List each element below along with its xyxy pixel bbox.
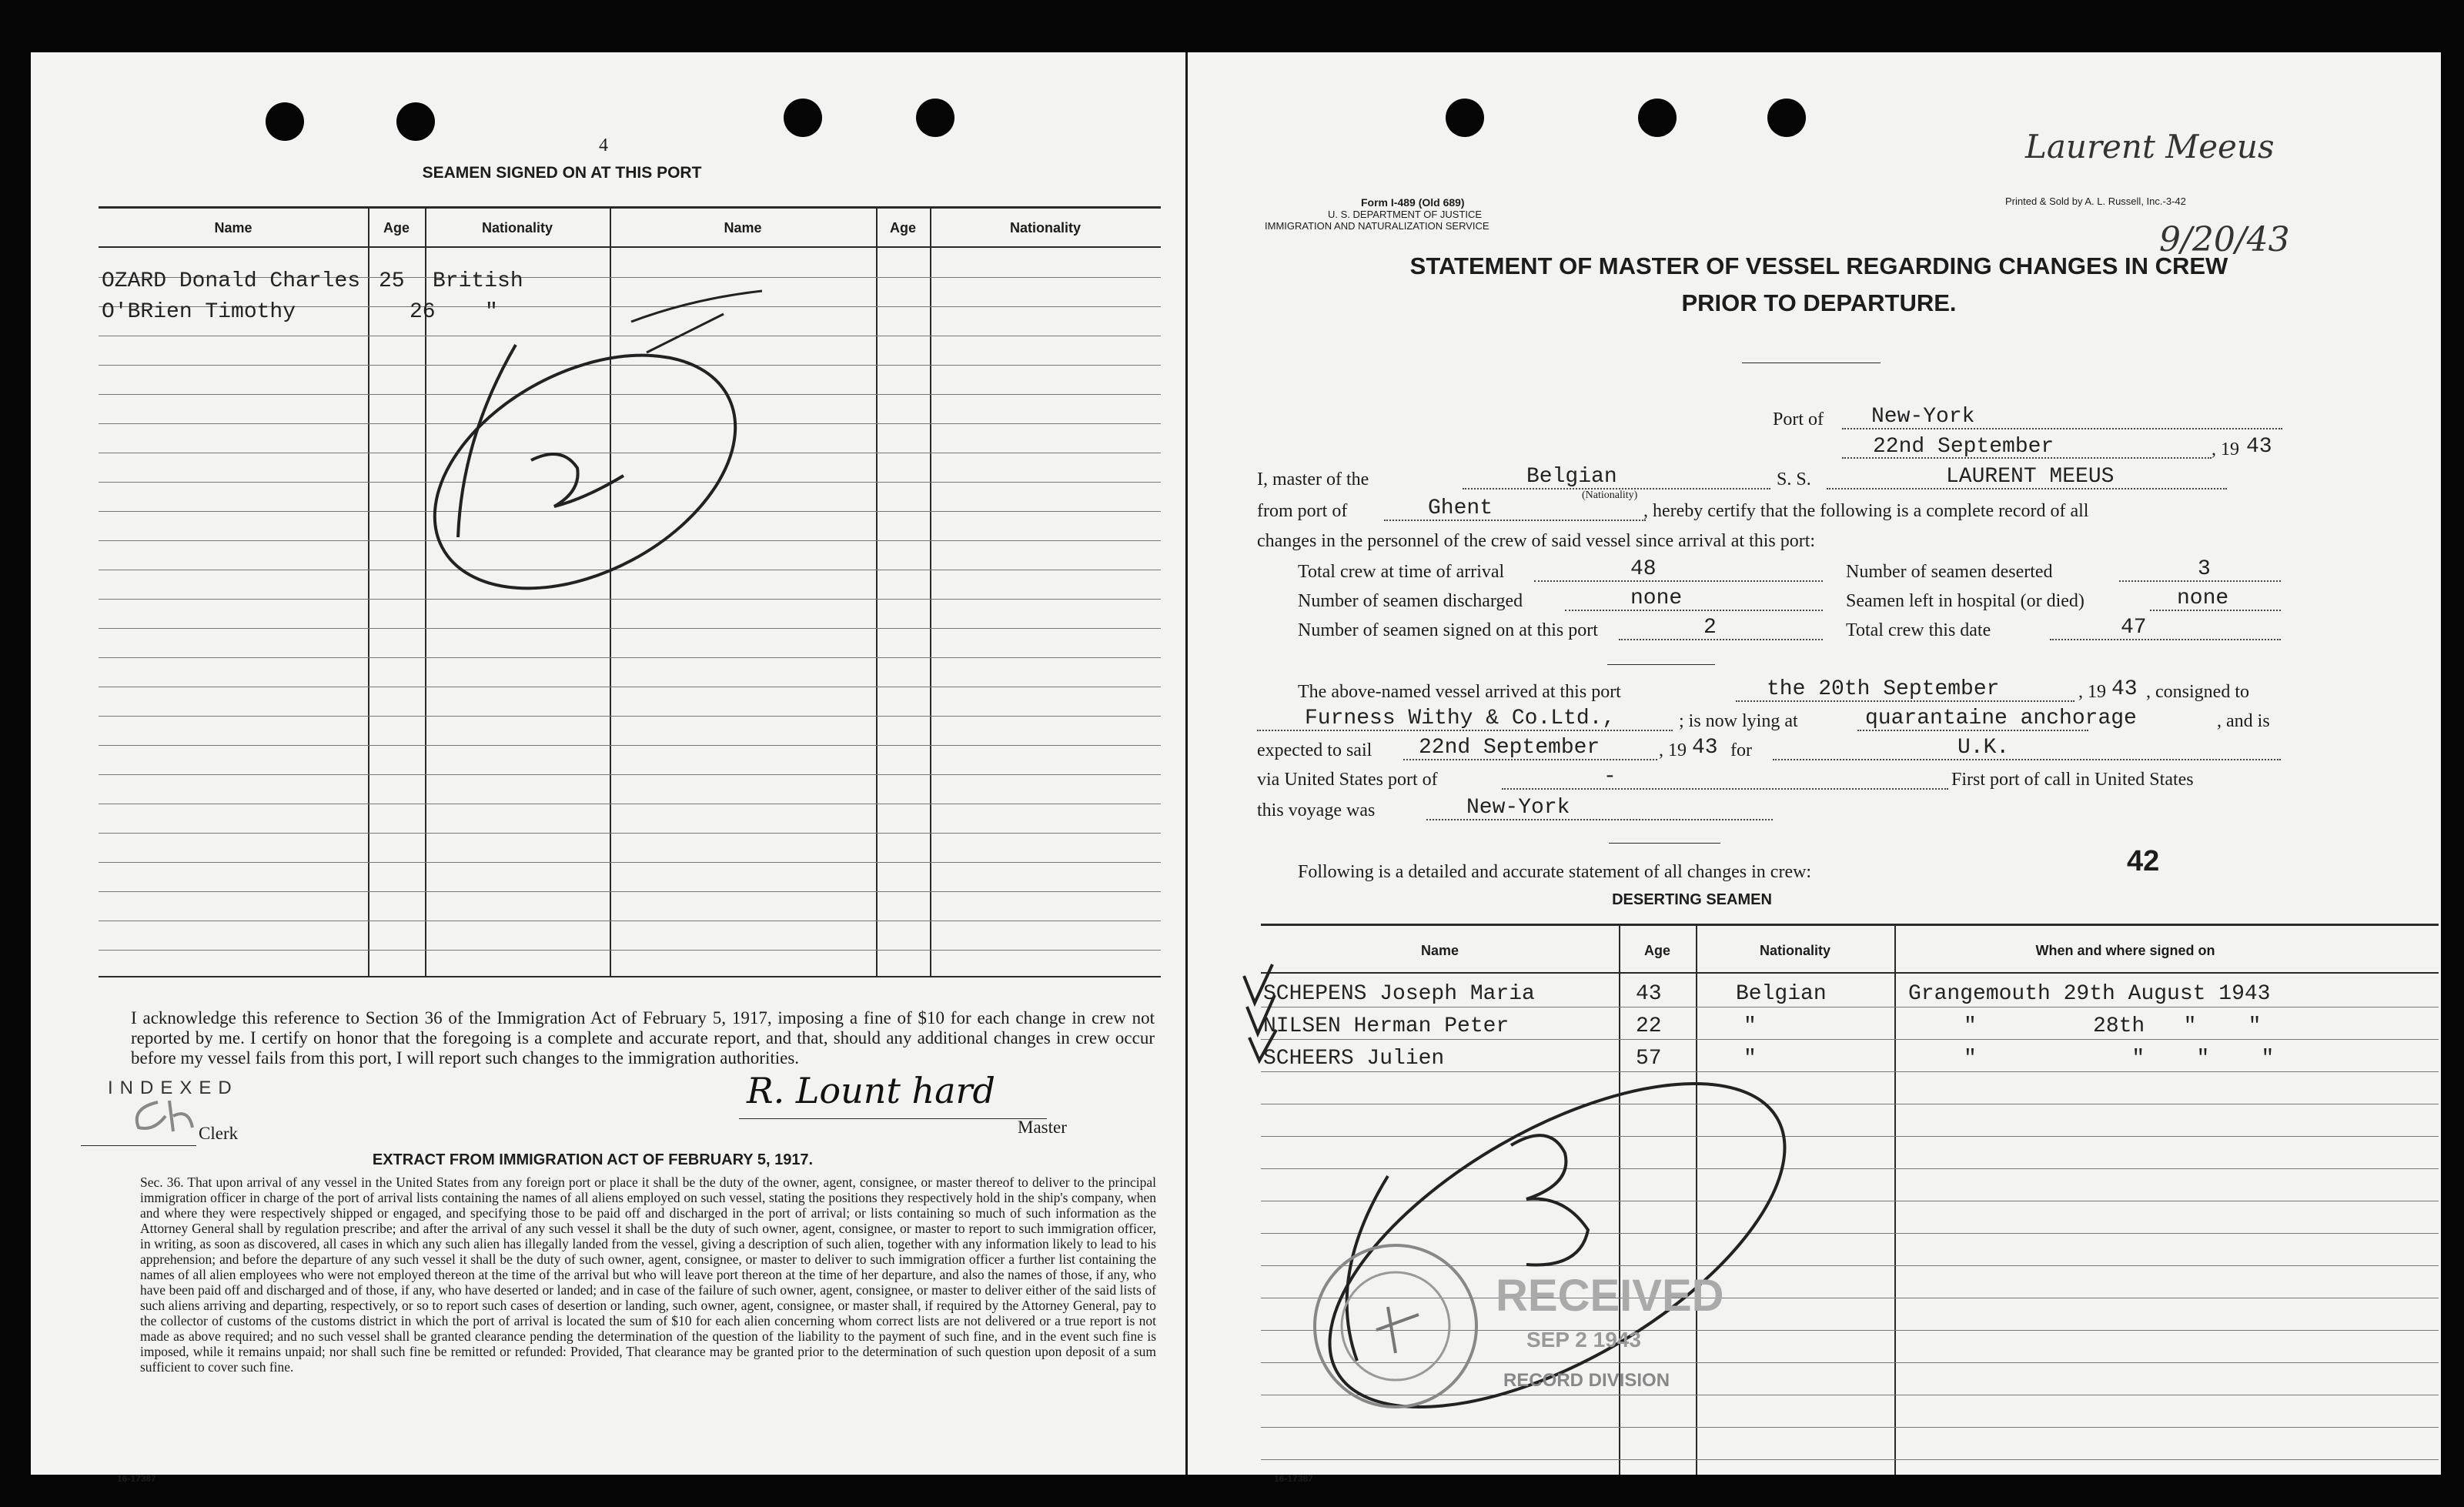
hospital-label: Seamen left in hospital (or died) <box>1846 591 2085 611</box>
certify-text: , hereby certify that the following is a complete record of all <box>1643 501 2089 521</box>
nationality-caption: (Nationality) <box>1582 490 1638 501</box>
table-rule <box>99 833 1161 834</box>
form-number: Form I-489 (Old 689) <box>1361 196 1465 209</box>
received-seal-stamp <box>1303 1238 1488 1415</box>
deserting-col-name: Name <box>1420 943 1459 958</box>
discharged-count: none <box>1630 586 1683 610</box>
punch-hole <box>916 99 955 137</box>
table-rule <box>99 657 1161 658</box>
changes-count: 42 <box>2127 845 2160 877</box>
signed-on-label: Number of seamen signed on at this port <box>1298 620 1598 640</box>
deserter-name-3: SCHEERS Julien <box>1263 1047 1445 1071</box>
statement-year-prefix: , 19 <box>2212 439 2239 459</box>
ss-label: S. S. <box>1777 469 1811 490</box>
col-header-age-2: Age <box>889 220 916 236</box>
deserter-nationality-1: Belgian <box>1736 982 1827 1006</box>
clerk-initials-mark <box>127 1093 196 1139</box>
deserter-age-3: 57 <box>1636 1047 1662 1071</box>
for-label: for <box>1730 740 1752 760</box>
port-value: New-York <box>1871 405 1975 429</box>
punch-hole <box>396 102 435 141</box>
total-crew-date: 47 <box>2121 616 2147 640</box>
master-signature: R. Lount hard <box>747 1070 995 1111</box>
lying-label: ; is now lying at <box>1679 711 1798 731</box>
deserted-label: Number of seamen deserted <box>1846 562 2053 582</box>
signed-on-age-2: 26 <box>410 300 436 324</box>
signed-on-name-1: OZARD Donald Charles <box>102 269 361 293</box>
destination: U.K. <box>1957 736 2010 760</box>
arrived-year-prefix: , 19 <box>2078 682 2106 702</box>
extract-text: Sec. 36. That upon arrival of any vessel in the United States from any foreign port or place it shall be the duty of the owner, agent, consignee, or master thereof to deliver to the principal immigration officer in charge of the port of arrival lists containing the names of all aliens employed on such vessel, stating the positions they respectively hold in the ship's company, when and where they were respectively shipped or engaged, and specifying those to be paid off and discharged in the port of arrival; or lists containing so much of such information as the Attorney General shall by regulation prescribe; and after the arrival of any such vessel it shall be the duty of such owner, agent, consignee, or master to report to such immigration officer, in writing, as soon as discovered, all cases in which any such alien has illegally landed from the vessel, giving a description of such alien, together with any information likely to lead to his apprehension; and before the departure of any such vessel it shall be the duty of such owner, agent, consignee, or master to deliver to such immigration officer a further list containing the names of all alien employees who were not employed thereon at the time of the arrival but who will leave port thereon at the time of her departure, and also the names of those, if any, who have been paid off and discharged and of those, if any, who have deserted or landed; and in case of the failure of such owner, agent, consignee, or master to deliver either of the said lists of such aliens arriving and departing, respectively, or so to report such cases of desertion or landing, such owner, agent, consignee, or master shall, if required by the Attorney General, pay to the collector of customs of the customs district in which the port of arrival is located the sum of $10 for each alien concerning whom correct lists are not delivered or a true report is not made as above required; and no such vessel shall be granted clearance pending the determination of the question of the liability to the payment of such fine, and in the event such fine is imposed, while it remains unpaid; nor shall such fine be remitted or refunded: Provided, That clearance may be granted prior to the determination of such question upon deposit of a sum sufficient to cover such fine. <box>140 1175 1156 1375</box>
table-rule <box>99 716 1161 717</box>
expected-label: expected to sail <box>1257 740 1372 760</box>
clerk-label: Clerk <box>199 1124 239 1143</box>
signed-on-count: 2 <box>1703 616 1717 640</box>
table-rule <box>99 862 1161 863</box>
deserter-signed-1: Grangemouth 29th August 1943 <box>1908 982 2271 1006</box>
deserter-nationality-2: " <box>1744 1014 1757 1038</box>
col-header-name-1: Name <box>214 220 252 236</box>
master-label: Master <box>1018 1118 1067 1137</box>
arrived-date: the 20th September <box>1767 677 2000 701</box>
sail-year-prefix: , 19 <box>1659 740 1687 760</box>
table-rule <box>99 599 1161 600</box>
following-label: Following is a detailed and accurate statement of all changes in crew: <box>1298 862 1812 882</box>
deserted-count: 3 <box>2198 557 2211 581</box>
department: U. S. DEPARTMENT OF JUSTICE <box>1328 209 1483 220</box>
left-page-title: SEAMEN SIGNED ON AT THIS PORT <box>422 164 702 182</box>
left-page <box>31 52 1185 1484</box>
deserter-signed-3: " " " " <box>1964 1047 2275 1071</box>
voyage-label: this voyage was <box>1257 800 1376 820</box>
handwritten-vessel-name: Laurent Meeus <box>2025 128 2275 165</box>
table-rule <box>1261 1039 2439 1040</box>
deserter-name-2: NILSEN Herman Peter <box>1263 1014 1509 1038</box>
master-of-the-label: I, master of the <box>1257 469 1369 490</box>
deserter-signed-2: " 28th " " <box>1964 1014 2262 1038</box>
form-title-line-1: STATEMENT OF MASTER OF VESSEL REGARDING CHANGES IN CREW <box>1409 252 2228 279</box>
deserting-col-age: Age <box>1643 943 1670 958</box>
col-header-age-1: Age <box>383 220 410 236</box>
table-rule <box>99 891 1161 892</box>
col-header-nationality-1: Nationality <box>481 220 553 236</box>
deserting-col-signed: When and where signed on <box>2035 943 2215 958</box>
deserting-col-nationality: Nationality <box>1759 943 1830 958</box>
port-label: Port of <box>1773 409 1824 429</box>
indexed-stamp: INDEXED <box>108 1078 239 1098</box>
total-crew-arrival: 48 <box>1630 557 1657 581</box>
punch-hole <box>1767 99 1806 137</box>
total-crew-arrival-label: Total crew at time of arrival <box>1298 562 1505 582</box>
and-is-label: , and is <box>2217 711 2270 731</box>
form-title-line-2: PRIOR TO DEPARTURE. <box>1681 289 1957 316</box>
col-header-nationality-2: Nationality <box>1009 220 1081 236</box>
punch-hole <box>1446 99 1484 137</box>
left-form-code: 16-17387 <box>117 1473 156 1484</box>
statement-year: 43 <box>2246 435 2272 459</box>
pencil-circle-mark <box>400 283 801 591</box>
punch-hole <box>266 102 304 141</box>
via-port: - <box>1603 765 1616 789</box>
via-label: via United States port of <box>1257 770 1438 790</box>
from-port-label: from port of <box>1257 501 1348 521</box>
right-page <box>1185 52 2441 1484</box>
consigned-label: , consigned to <box>2146 682 2249 702</box>
signed-on-nationality-1: British <box>433 269 523 293</box>
first-port-label: First port of call in United States <box>1951 770 2194 790</box>
deserter-name-1: SCHEPENS Joseph Maria <box>1263 982 1535 1006</box>
page-number: 4 <box>599 135 608 155</box>
statement-date: 22nd September <box>1873 435 2054 459</box>
check-marks <box>1238 961 1299 1068</box>
hospital-count: none <box>2177 586 2229 610</box>
extract-title: EXTRACT FROM IMMIGRATION ACT OF FEBRUARY 5, 1917. <box>372 1151 814 1168</box>
table-rule <box>99 745 1161 746</box>
acknowledgment-text: I acknowledge this reference to Section 36 of the Immigration Act of February 5, 1917, imposing a fine of $10 for each change in crew not reported by me. I certify on honor that the foregoing is a complete and accurate report, and that, should any additional changes in crew occur before my vessel fails from this port, I will report such changes to the immigration authorities. <box>131 1008 1155 1068</box>
table-rule <box>99 628 1161 629</box>
arrived-year: 43 <box>2111 677 2138 701</box>
discharged-label: Number of seamen discharged <box>1298 591 1523 611</box>
handwritten-date: 9/20/43 <box>2159 220 2290 259</box>
signed-on-age-1: 25 <box>379 269 405 293</box>
received-stamp: RECEIVED <box>1496 1271 1724 1321</box>
deserting-seamen-title: DESERTING SEAMEN <box>1612 891 1772 908</box>
vessel-name: LAURENT MEEUS <box>1946 465 2115 489</box>
table-rule <box>99 950 1161 951</box>
from-port: Ghent <box>1428 496 1493 520</box>
table-rule <box>99 774 1161 775</box>
punch-hole <box>784 99 822 137</box>
vessel-nationality: Belgian <box>1526 465 1617 489</box>
changes-text: changes in the personnel of the crew of said vessel since arrival at this port: <box>1257 531 1816 551</box>
punch-hole <box>1638 99 1677 137</box>
printer-credit: Printed & Sold by A. L. Russell, Inc.-3-42 <box>2005 195 2186 207</box>
consignee: Furness Withy & Co.Ltd., <box>1305 707 1616 730</box>
deserter-age-1: 43 <box>1636 982 1662 1006</box>
col-header-name-2: Name <box>724 220 762 236</box>
service: IMMIGRATION AND NATURALIZATION SERVICE <box>1265 220 1489 232</box>
record-division-stamp: RECORD DIVISION <box>1503 1370 1670 1391</box>
deserter-nationality-3: " <box>1744 1047 1757 1071</box>
received-stamp-date: SEP 2 1943 <box>1526 1328 1641 1352</box>
total-crew-date-label: Total crew this date <box>1846 620 1991 640</box>
sail-year: 43 <box>1692 736 1718 760</box>
lying-at: quarantaine anchorage <box>1865 707 2137 730</box>
first-port: New-York <box>1466 796 1570 820</box>
signed-on-nationality-2: " <box>485 300 498 324</box>
sail-date: 22nd September <box>1419 736 1600 760</box>
signed-on-name-2: O'BRien Timothy <box>102 300 296 324</box>
table-rule <box>1261 1459 2439 1460</box>
deserter-age-2: 22 <box>1636 1014 1662 1038</box>
arrived-label: The above-named vessel arrived at this port <box>1298 682 1621 702</box>
right-form-code: 16-17387 <box>1274 1473 1313 1484</box>
